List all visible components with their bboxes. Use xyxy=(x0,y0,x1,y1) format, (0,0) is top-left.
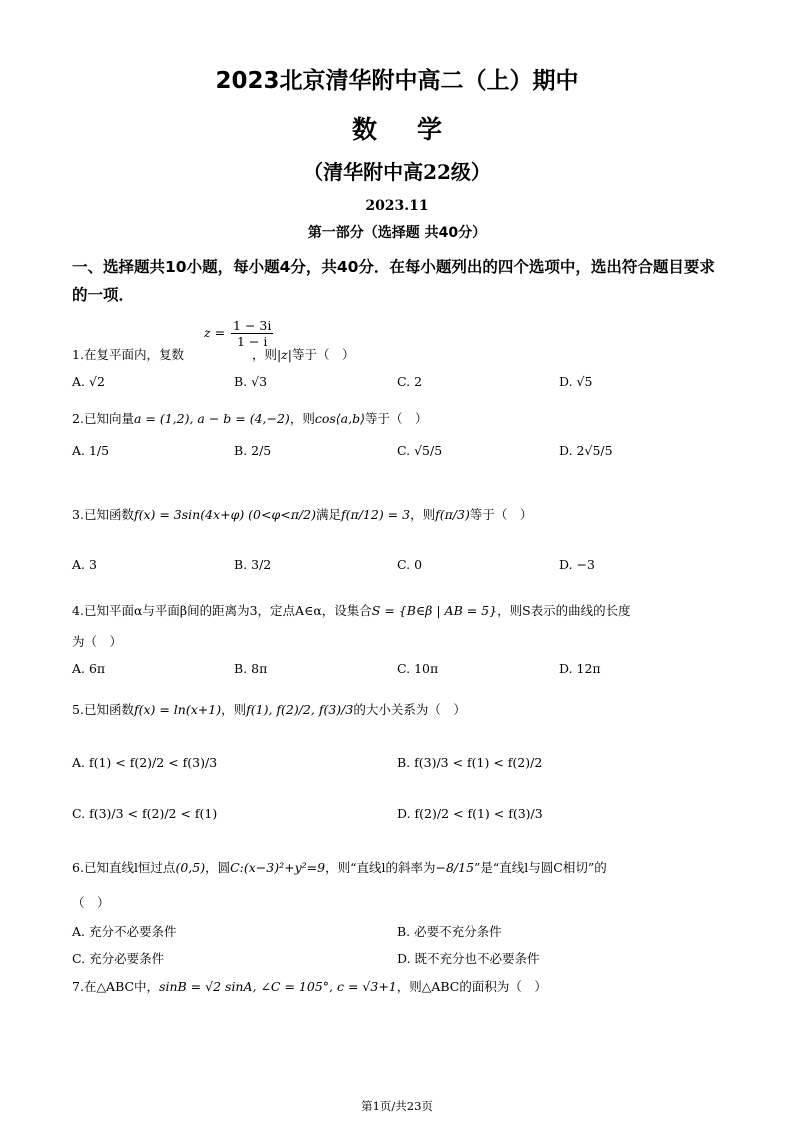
q1-number: 1. xyxy=(72,347,84,362)
q3-text4: 等于（ ） xyxy=(469,507,533,522)
q6-option-c: C. 充分必要条件 xyxy=(72,951,165,966)
q1-option-b: B. √3 xyxy=(234,374,268,389)
q1-numerator: 1 − 3i xyxy=(233,318,272,333)
q1-denominator: 1 − i xyxy=(237,334,268,349)
grade-subtitle: （清华附中高22级） xyxy=(303,160,491,184)
q1-option-a: A. √2 xyxy=(72,374,105,389)
q5-math2: f(1), f(2)/2, f(3)/3 xyxy=(246,702,354,717)
q6-text: 已知直线l恒过点 xyxy=(83,860,176,875)
exam-date: 2023.11 xyxy=(365,198,429,214)
page-footer: 第1页/共23页 xyxy=(361,1099,433,1113)
q6-option-a: A. 充分不必要条件 xyxy=(72,924,177,939)
q6-option-b: B. 必要不充分条件 xyxy=(397,924,502,939)
section-instruction: 一、选择题共10小题，每小题4分，共40分．在每小题列出的四个选项中，选出符合题目要求的一项． xyxy=(72,258,715,304)
q2-option-b: B. 2/5 xyxy=(234,443,272,458)
question-7 xyxy=(72,977,547,995)
q1-text3: 等于（ ） xyxy=(291,347,355,362)
q4-text2: ，则S表示的曲线的长度 xyxy=(497,603,631,618)
q1-z: z xyxy=(203,325,211,340)
q6-option-d: D. 既不充分也不必要条件 xyxy=(397,951,540,966)
q4-option-b: B. 8π xyxy=(234,661,268,676)
q3-option-c: C. 0 xyxy=(397,557,423,572)
q1-option-d: D. √5 xyxy=(559,374,593,389)
q2-option-d: D. 2√5/5 xyxy=(559,443,613,458)
q2-option-c: C. √5/5 xyxy=(397,443,443,458)
q1-eq: = xyxy=(214,325,226,340)
question-6-line2: （ ） xyxy=(72,895,110,910)
q5-option-b: B. f(3)/3 < f(1) < f(2)/2 xyxy=(397,755,543,770)
q5-text3: 的大小关系为（ ） xyxy=(353,702,466,717)
q6-text2: ，圆 xyxy=(205,860,231,875)
q1-text: 在复平面内，复数 xyxy=(83,347,184,362)
part-heading: 第一部分（选择题 共40分） xyxy=(307,225,487,241)
q1-text2: ，则 xyxy=(251,347,277,362)
q3-math2: f(π/12) = 3 xyxy=(340,507,411,522)
q2-text: 已知向量 xyxy=(83,411,134,426)
q3-math: f(x) = 3sin(4x+φ) (0<φ<π/2) xyxy=(133,507,316,522)
q5-number: 5. xyxy=(72,702,84,717)
q2-text2: ，则 xyxy=(289,411,315,426)
q3-number: 3. xyxy=(72,507,84,522)
q5-option-c: C. f(3)/3 < f(2)/2 < f(1) xyxy=(72,806,218,821)
q4-option-d: D. 12π xyxy=(559,661,601,676)
q4-text: 已知平面α与平面β间的距离为3，定点A∈α，设集合 xyxy=(83,603,372,618)
question-5 xyxy=(72,700,466,718)
q6-text3: ，则“直线l的斜率为 xyxy=(325,860,436,875)
q3-text3: ，则 xyxy=(410,507,436,522)
q6-text4: ”是“直线l与圆C相切”的 xyxy=(474,860,607,875)
q3-option-a: A. 3 xyxy=(72,557,97,572)
q7-number: 7. xyxy=(72,979,84,994)
q7-math: sinB = √2 sinA, ∠C = 105°, c = √3+1 xyxy=(159,979,397,994)
q4-option-c: C. 10π xyxy=(397,661,439,676)
q4-number: 4. xyxy=(72,603,84,618)
q1-abs: |z| xyxy=(276,347,292,362)
question-4 xyxy=(72,601,631,619)
q5-option-a: A. f(1) < f(2)/2 < f(3)/3 xyxy=(72,755,218,770)
q6-number: 6. xyxy=(72,860,84,875)
exam-title: 2023北京清华附中高二（上）期中 xyxy=(215,68,579,94)
q2-cos: cos⟨a,b⟩ xyxy=(314,411,365,426)
q3-option-d: D. −3 xyxy=(559,557,595,572)
question-3 xyxy=(72,505,532,523)
q6-math3: −8/15 xyxy=(435,860,475,875)
question-4-line2: 为（ ） xyxy=(72,634,123,649)
q7-text2: ，则△ABC的面积为（ ） xyxy=(396,979,547,994)
q3-text2: 满足 xyxy=(315,507,341,522)
question-1-line xyxy=(72,345,354,363)
q5-text2: ，则 xyxy=(221,702,247,717)
q4-option-a: A. 6π xyxy=(72,661,106,676)
question-6 xyxy=(72,858,607,876)
q2-option-a: A. 1/5 xyxy=(72,443,110,458)
q2-text3: 等于（ ） xyxy=(364,411,428,426)
q6-math: (0,5) xyxy=(175,860,206,875)
q2-number: 2. xyxy=(72,411,84,426)
subject-title: 数学 xyxy=(351,115,482,144)
q6-math2: C:(x−3)²+y²=9 xyxy=(230,860,326,875)
q7-text: 在△ABC中， xyxy=(83,979,160,994)
q3-option-b: B. 3/2 xyxy=(234,557,272,572)
q4-math: S = {B∈β | AB = 5} xyxy=(371,603,498,618)
q5-text: 已知函数 xyxy=(83,702,134,717)
q1-option-c: C. 2 xyxy=(397,374,423,389)
q2-math: a = (1,2), a − b = (4,−2) xyxy=(133,411,290,426)
q3-text: 已知函数 xyxy=(83,507,134,522)
q5-option-d: D. f(2)/2 < f(1) < f(3)/3 xyxy=(397,806,543,821)
q3-math3: f(π/3) xyxy=(435,507,470,522)
q5-math: f(x) = ln(x+1) xyxy=(133,702,222,717)
question-2 xyxy=(72,409,427,427)
